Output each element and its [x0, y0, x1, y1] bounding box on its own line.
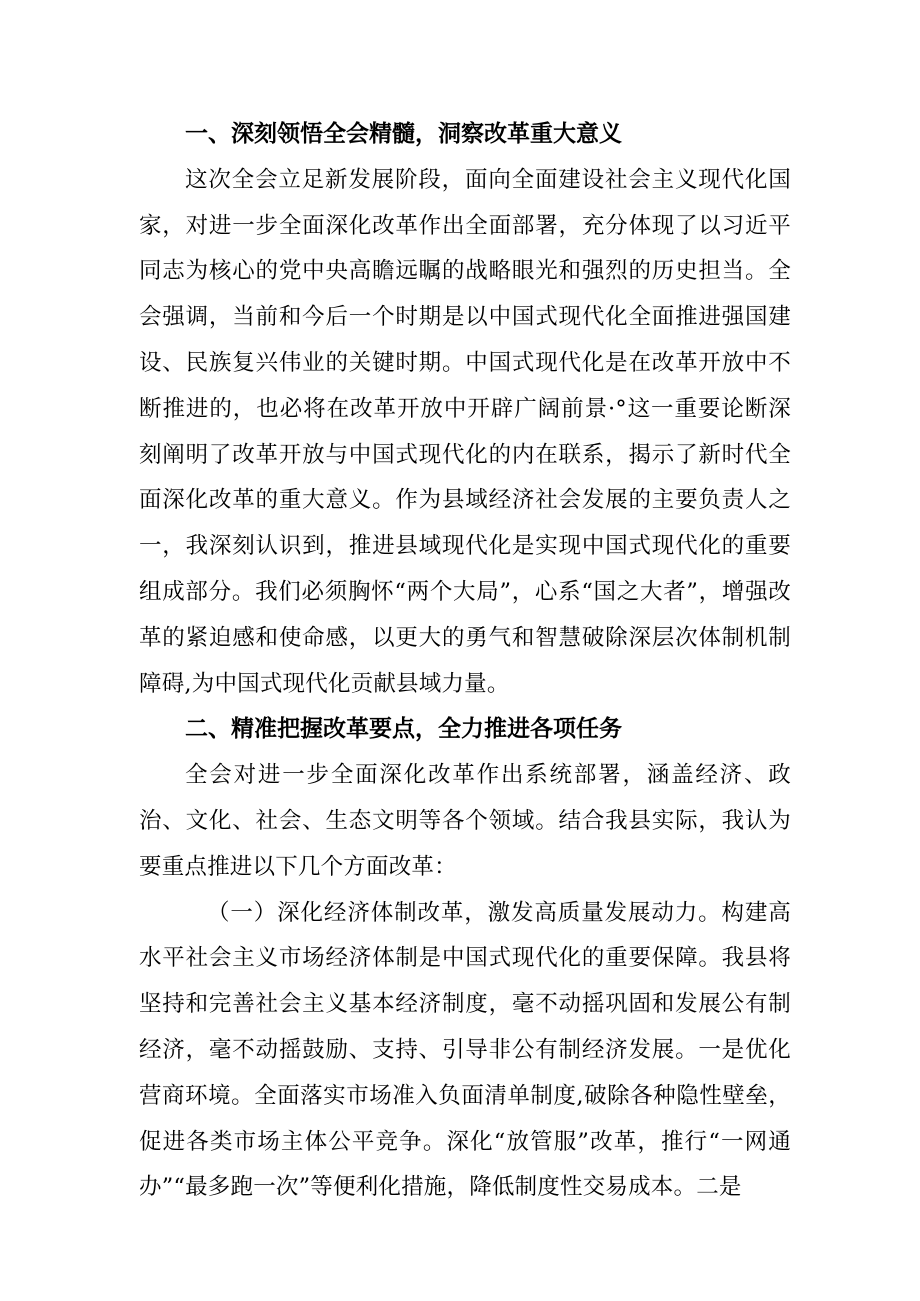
paragraph-2: 全会对进一步全面深化改革作出系统部署，涵盖经济、政治、文化、社会、生态文明等各个领域。结合我县实际，我认为要重点推进以下几个方面改革：	[139, 762, 791, 880]
paragraph-1: 这次全会立足新发展阶段，面向全面建设社会主义现代化国家，对进一步全面深化改革作出全面部署，充分体现了以习近平同志为核心的党中央高瞻远瞩的战略眼光和强烈的历史担当。全会强调，当前和今后一个时期是以中国式现代化全面推进强国建设、民族复兴伟业的关键时期。中国式现代化是在改革开放中不断推进的，也必将在改革开放中开辟广阔前景·°这一重要论断深刻阐明了改革开放与中国式现代化的内在联系，揭示了新时代全面深化改革的重大意义。作为县域经济社会发展的主要负责人之一，我深刻认识到，推进县域现代化是实现中国式现代化的重要组成部分。我们必须胸怀“两个大局”，心系“国之大者”，增强改革的紧迫感和使命感，以更大的勇气和智慧破除深层次体制机制障碍,为中国式现代化贡献县域力量。	[139, 166, 791, 697]
section-heading-1: 一、深刻领悟全会精髓，洞察改革重大意义	[185, 121, 622, 147]
document-body	[139, 112, 791, 1211]
section-heading-2: 二、精准把握改革要点，全力推进各项任务	[185, 716, 622, 743]
paragraph-3: （一）深化经济体制改革，激发高质量发展动力。构建高水平社会主义市场经济体制是中国式现代化的重要保障。我县将坚持和完善社会主义基本经济制度，毫不动摇巩固和发展公有制经济，毫不动摇鼓励、支持、引导非公有制经济发展。一是优化营商环境。全面落实市场准入负面清单制度,破除各种隐性壁垒，促进各类市场主体公平竞争。深化“放管服”改革，推行“一网通办”“最多跑一次”等便利化措施，降低制度性交易成本。二是	[139, 899, 791, 1201]
